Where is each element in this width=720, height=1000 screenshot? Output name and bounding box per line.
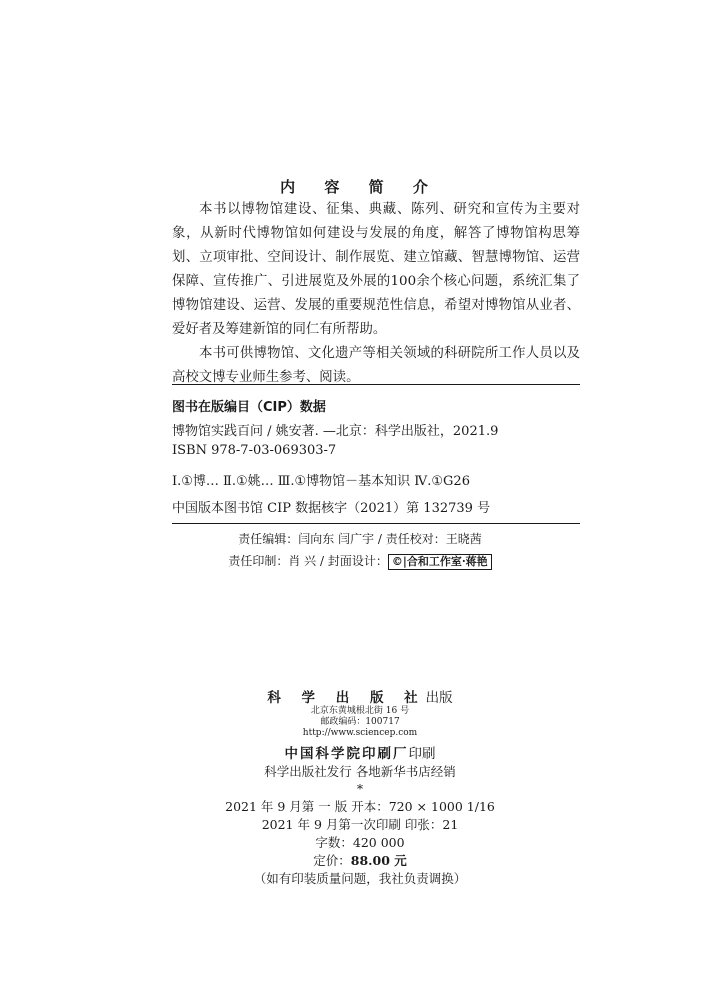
publisher-postcode: 邮政编码：100717: [320, 717, 400, 727]
cip-title-line: 博物馆实践百问 / 姚安著. —北京：科学出版社，2021.9: [172, 424, 499, 439]
price-label: 定价：: [313, 853, 351, 868]
publisher-url: http://www.sciencep.com: [302, 728, 418, 738]
separator-star: *: [356, 781, 364, 796]
print-line: 2021 年 9 月第一次印刷 印张：21: [261, 817, 459, 832]
cip-isbn: ISBN 978-7-03-069303-7: [172, 443, 337, 458]
edition-line: 2021 年 9 月第 一 版 开本：720 × 1000 1/16: [225, 799, 495, 814]
printer-name: 中国科学院印刷厂: [284, 746, 409, 762]
publisher-line: [0, 686, 720, 706]
word-count: 字数：420 000: [315, 835, 405, 850]
quality-notice: （如有印装质量问题，我社负责调换）: [253, 871, 467, 886]
printer-suffix: 印刷: [408, 746, 436, 762]
credits-line-editors: 责任编辑：闫向东 闫广宇 / 责任校对：王晓茜: [238, 532, 482, 546]
summary-body: [172, 198, 580, 390]
designer-logo: ©|合和工作室·蒋艳: [388, 554, 492, 570]
cip-top-rule: [172, 384, 580, 385]
credits-block: [0, 528, 720, 572]
credits-production-text: 责任印制：肖 兴 / 封面设计：: [228, 554, 388, 568]
cip-classification: Ⅰ.①博… Ⅱ.①姚… Ⅲ.①博物馆－基本知识 Ⅳ.①G26: [172, 474, 470, 489]
publisher-name: 科 学 出 版 社: [267, 690, 426, 706]
price-line: [0, 851, 720, 869]
publisher-address: 北京东黄城根北街 16 号: [310, 706, 410, 716]
cip-number: 中国版本图书馆 CIP 数据核字（2021）第 132739 号: [172, 501, 491, 516]
price-value: 88.00 元: [350, 853, 407, 868]
cip-heading: 图书在版编目（CIP）数据: [172, 400, 326, 415]
cip-bottom-rule: [172, 523, 580, 524]
credits-line-production: [0, 550, 720, 572]
summary-title: 内 容 简 介: [280, 178, 440, 196]
summary-paragraph-2: 本书可供博物馆、文化遗产等相关领域的科研院所工作人员以及高校文博专业师生参考、阅读。: [172, 346, 580, 385]
summary-paragraph-1: 本书以博物馆建设、征集、典藏、陈列、研究和宣传为主要对象，从新时代博物馆如何建设与发展的角度，解答了博物馆构思筹划、立项审批、空间设计、制作展览、建立馆藏、智慧博物馆、运营保障、宣传推广、引进展览及外展的100余个核心问题，系统汇集了博物馆建设、运营、发展的重要规范性信息，希望对博物馆从业者、爱好者及筹建新馆的同仁有所帮助。: [172, 202, 580, 337]
publisher-suffix: 出版: [425, 690, 453, 706]
distribution-line: 科学出版社发行 各地新华书店经销: [264, 764, 456, 779]
printer-line: [0, 742, 720, 762]
